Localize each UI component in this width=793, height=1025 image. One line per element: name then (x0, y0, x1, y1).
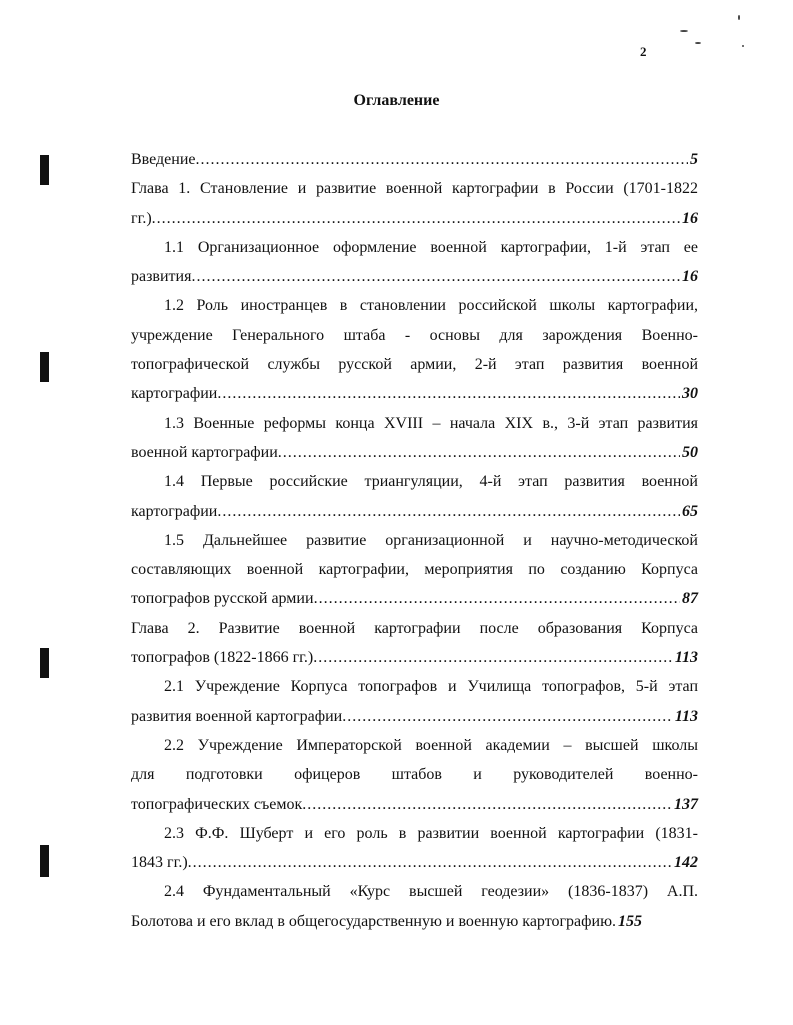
toc-entry-1-3-last (131, 438, 698, 467)
scan-mark-4 (40, 845, 49, 877)
toc-page-number: 50 (682, 443, 698, 461)
toc-entry-1-5-last (131, 584, 698, 613)
toc-entry-2-4-line: 2.4 Фундаментальный «Курс высшей геодезии» (1836-1837) А.П. (164, 883, 698, 901)
table-of-contents (131, 145, 698, 936)
toc-page-number: 30 (682, 385, 698, 403)
speck (680, 30, 688, 32)
toc-entry-text: развития военной картографии (131, 707, 343, 725)
leader-dots (152, 204, 680, 233)
toc-entry-2-2-line: 2.2 Учреждение Императорской военной академии – высшей школы (164, 736, 698, 754)
toc-page-number: 155 (618, 912, 643, 930)
toc-entry-text: развития (131, 268, 192, 286)
toc-entry-2-1-line: 2.1 Учреждение Корпуса топографов и Училища топографов, 5-й этап (164, 678, 698, 696)
toc-entry-1-3-line: 1.3 Военные реформы конца XVIII – начала XIX в., 3-й этап развития (164, 414, 698, 432)
toc-entry-text: Введение (131, 151, 196, 168)
toc-entry-1-4-last (131, 497, 698, 526)
toc-entry-1-5-line: 1.5 Дальнейшее развитие организационной и научно-методической (164, 531, 698, 549)
toc-entry-1-2-line: учреждение Генерального штаба - основы для зарождения Военно- (131, 326, 698, 344)
speck (742, 45, 744, 47)
toc-entry-text: топографов (1822-1866 гг.) (131, 649, 314, 667)
page-number: 2 (640, 44, 647, 59)
toc-entry-chapter-2-line: Глава 2. Развитие военной картографии после образования Корпуса (131, 619, 698, 637)
toc-entry-1-2-line: 1.2 Роль иностранцев в становлении российской школы картографии, (164, 297, 698, 315)
toc-entry-1-4-line: 1.4 Первые российские триангуляции, 4-й этап развития военной (164, 473, 698, 491)
page-title: Оглавление (353, 92, 440, 109)
toc-entry-1-2-line: топографической службы русской армии, 2-й этап развития военной (131, 356, 698, 374)
toc-page-number: 113 (674, 707, 698, 725)
toc-entry-2-2-last (131, 790, 698, 819)
speck (695, 42, 701, 44)
toc-entry-chapter-1-line: Глава 1. Становление и развитие военной картографии в России (1701-1822 (131, 180, 698, 198)
leader-dots (217, 379, 680, 408)
leader-dots (196, 145, 689, 174)
leader-dots (188, 848, 672, 877)
scan-mark-3 (40, 648, 49, 678)
toc-page-number: 137 (674, 795, 698, 813)
toc-page-number: 113 (674, 649, 698, 667)
leader-dots (278, 438, 680, 467)
toc-entry-2-3-last (131, 848, 698, 877)
toc-entry-text: гг.) (131, 209, 152, 227)
toc-entry-1-1-last (131, 262, 698, 291)
toc-entry-text: картографии (131, 502, 218, 520)
leader-dots (342, 702, 673, 731)
toc-page-number: 16 (682, 209, 698, 227)
toc-entry-1-5-line: составляющих военной картографии, мероприятия по созданию Корпуса (131, 561, 698, 579)
leader-dots (313, 643, 673, 672)
toc-entry-text: Болотова и его вклад в общегосударственную и военную картографию. (131, 912, 617, 930)
speck (738, 15, 740, 20)
toc-entry-chapter-1-last (131, 204, 698, 233)
toc-entry-text: военной картографии (131, 443, 278, 461)
toc-entry-chapter-2-last (131, 643, 698, 672)
toc-entry-text: топографов русской армии (131, 590, 314, 608)
scan-mark-1 (40, 155, 49, 185)
toc-entry-2-4-last (131, 907, 698, 936)
toc-entry-2-1-last (131, 702, 698, 731)
toc-entry-2-3-line: 2.3 Ф.Ф. Шуберт и его роль в развитии военной картографии (1831- (164, 824, 698, 842)
leader-dots (302, 790, 672, 819)
toc-entry-text: картографии (131, 385, 218, 403)
toc-entry-1-1-line: 1.1 Организационное оформление военной картографии, 1-й этап ее (164, 238, 698, 256)
scan-mark-2 (40, 352, 49, 382)
toc-entry-text: 1843 гг.) (131, 854, 188, 872)
toc-page-number: 142 (674, 854, 698, 872)
toc-page-number: 65 (682, 502, 698, 520)
leader-dots (217, 497, 680, 526)
toc-page-number: 5 (690, 151, 698, 168)
toc-entry-text: топографических съемок (131, 795, 303, 813)
toc-entry-1-2-last (131, 379, 698, 408)
leader-dots (314, 584, 680, 613)
toc-entry-2-2-line: для подготовки офицеров штабов и руководителей военно- (131, 766, 698, 784)
toc-page-number: 87 (682, 590, 698, 608)
toc-page-number: 16 (682, 268, 698, 286)
leader-dots (191, 262, 680, 291)
toc-entry-intro (131, 145, 698, 174)
